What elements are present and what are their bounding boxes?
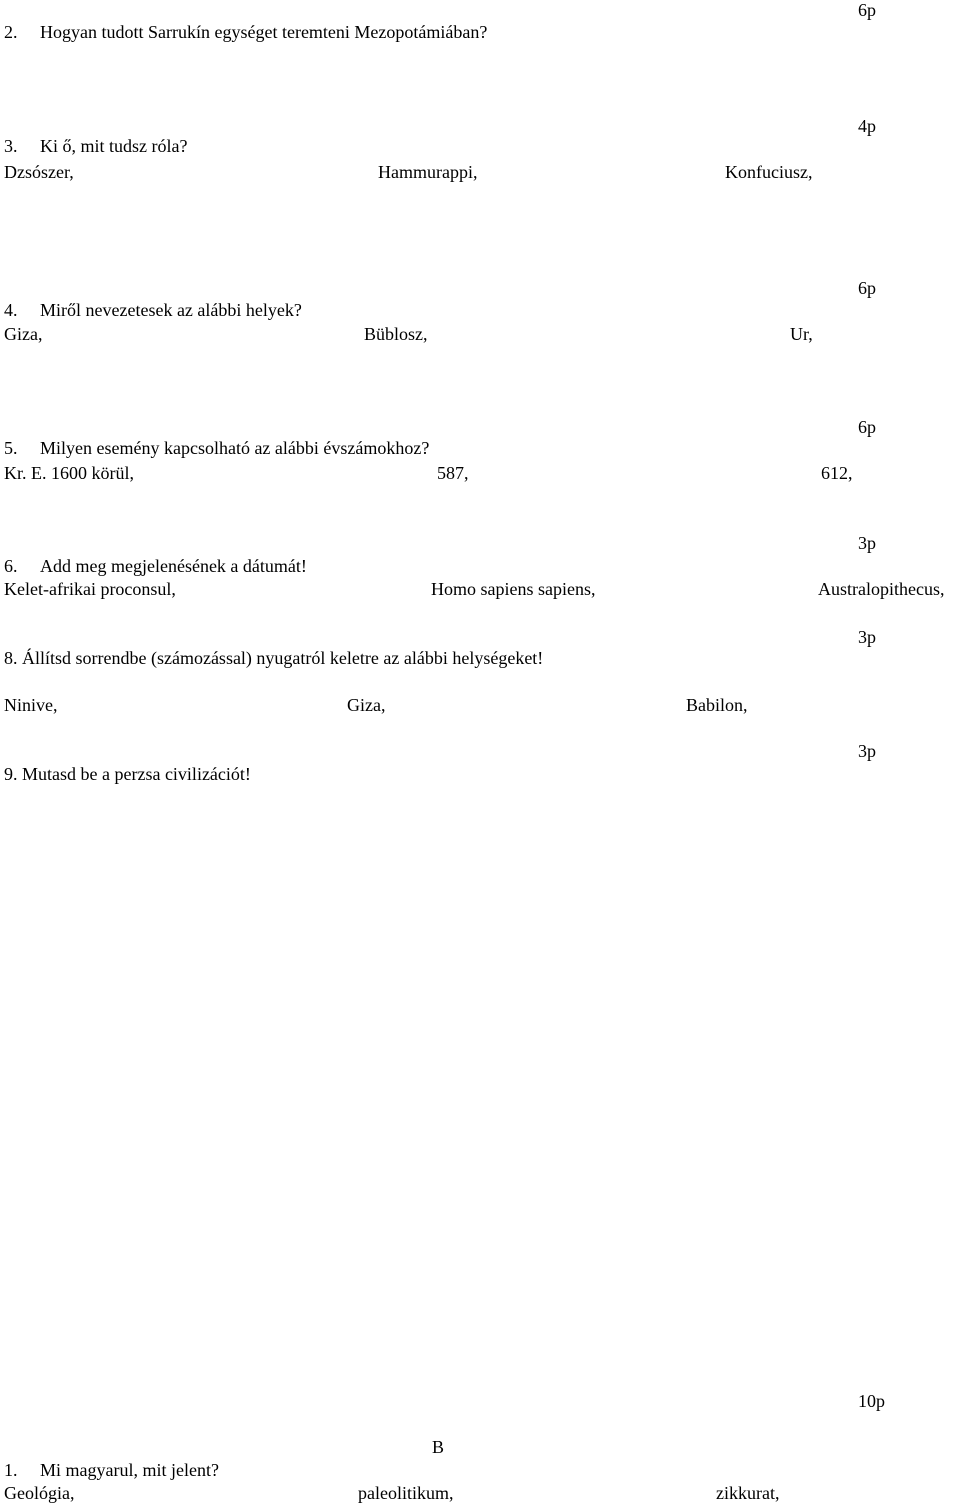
item-paleolitikum: paleolitikum,: [358, 1483, 454, 1503]
question-text: Milyen esemény kapcsolható az alábbi évszámokhoz?: [40, 438, 430, 458]
item-konfuciusz: Konfuciusz,: [725, 162, 813, 182]
question-number: 9.: [4, 764, 18, 784]
item-hammurappi: Hammurappi,: [378, 162, 478, 182]
item-zikkurat: zikkurat,: [716, 1483, 780, 1503]
item-ur: Ur,: [790, 324, 813, 344]
question-number: 5.: [4, 438, 18, 458]
question-8: [4, 649, 543, 667]
question-number: 1.: [4, 1460, 18, 1480]
item-homo-sapiens: Homo sapiens sapiens,: [431, 579, 596, 599]
points-q8: 3p: [858, 627, 876, 647]
points-q4: 6p: [858, 278, 876, 298]
points-q5: 6p: [858, 417, 876, 437]
points-q9: 3p: [858, 741, 876, 761]
item-geologia: Geológia,: [4, 1483, 75, 1503]
question-text: Állítsd sorrendbe (számozással) nyugatról keletre az alábbi helységeket!: [22, 648, 544, 668]
question-b1: [4, 1461, 219, 1479]
question-2: [4, 23, 487, 41]
question-number: 4.: [4, 300, 18, 320]
item-proconsul: Kelet-afrikai proconsul,: [4, 579, 176, 599]
item-australopithecus: Australopithecus,: [818, 579, 945, 599]
question-text: Mutasd be a perzsa civilizációt!: [22, 764, 251, 784]
item-byblos: Büblosz,: [364, 324, 428, 344]
question-number: 3.: [4, 136, 18, 156]
item-giza-8: Giza,: [347, 695, 386, 715]
points-section-b: 10p: [858, 1391, 885, 1411]
item-giza: Giza,: [4, 324, 43, 344]
question-6: [4, 557, 307, 575]
points-q3: 4p: [858, 116, 876, 136]
question-4: [4, 301, 302, 319]
item-year-1600: Kr. E. 1600 körül,: [4, 463, 134, 483]
item-year-612: 612,: [821, 463, 853, 483]
section-b-heading: B: [432, 1437, 445, 1457]
question-text: Mi magyarul, mit jelent?: [40, 1460, 219, 1480]
question-text: Miről nevezetesek az alábbi helyek?: [40, 300, 302, 320]
question-text: Add meg megjelenésének a dátumát!: [40, 556, 307, 576]
question-number: 2.: [4, 22, 18, 42]
item-ninive: Ninive,: [4, 695, 58, 715]
question-number: 6.: [4, 556, 18, 576]
points-q2: 6p: [858, 0, 876, 20]
question-number: 8.: [4, 648, 18, 668]
question-text: Hogyan tudott Sarrukín egységet teremteni Mezopotámiában?: [40, 22, 488, 42]
question-3: [4, 137, 187, 155]
question-9: [4, 765, 251, 783]
item-dzsoszer: Dzsószer,: [4, 162, 74, 182]
question-5: [4, 439, 429, 457]
item-year-587: 587,: [437, 463, 469, 483]
item-babilon: Babilon,: [686, 695, 748, 715]
points-q6: 3p: [858, 533, 876, 553]
question-text: Ki ő, mit tudsz róla?: [40, 136, 188, 156]
